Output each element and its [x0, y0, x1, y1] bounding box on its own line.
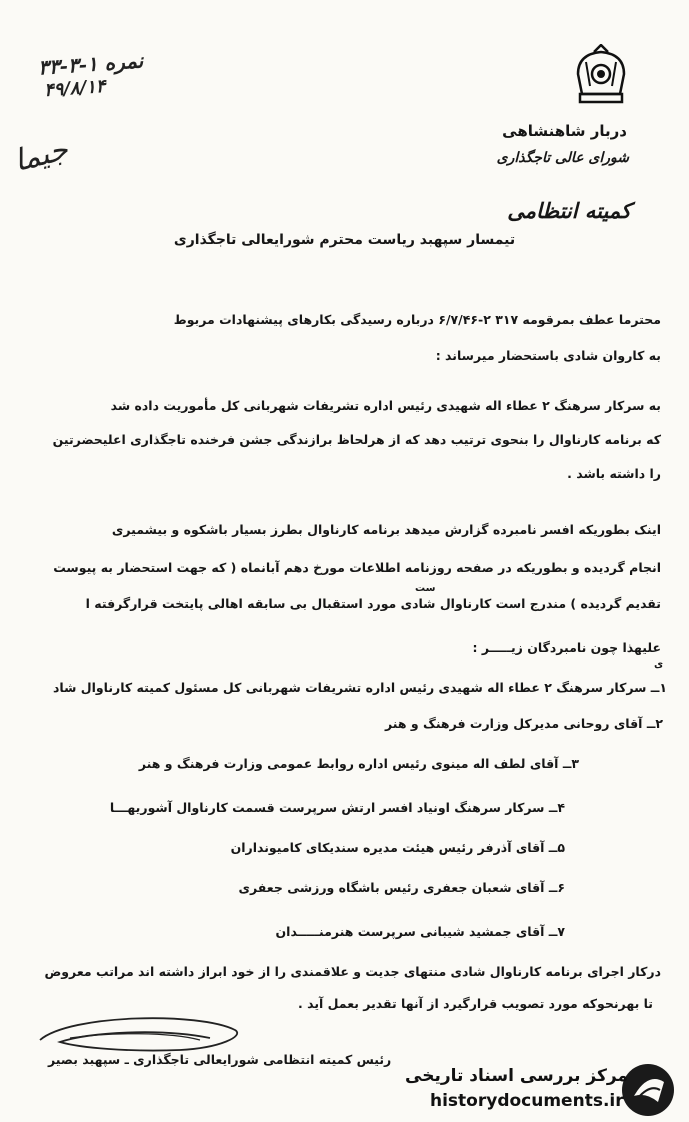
- margin-note-handwritten: جیما: [10, 131, 72, 180]
- list-item: ۵ــ آقای آذرفر رئیس هیئت مدیره سندیکای کامیونداران: [230, 840, 565, 855]
- inline-correction: ست: [415, 583, 436, 594]
- body-line: علیهذا چون نامبردگان زیـــــر :: [472, 640, 661, 655]
- crown-emblem-icon: [572, 44, 630, 106]
- body-line: به سرکار سرهنگ ۲ عطاء اله شهیدی رئیس اداره تشریفات شهربانی کل مأموریت داده شد: [110, 398, 661, 413]
- list-item: ۲ــ آقای روحانی مدیرکل وزارت فرهنگ و هنر: [385, 716, 663, 731]
- body-line: انجام گردیده و بطوریکه در صفحه روزنامه اطلاعات مورخ دهم آبانماه ( که جهت استحضار به پیوست: [53, 560, 661, 575]
- body-line: اینک بطوریکه افسر نامبرده گزارش میدهد برنامه کارناوال بطرز بسیار باشکوه و بیشمیری: [111, 522, 661, 537]
- body-line: به کاروان شادی باستحضار میرساند :: [435, 348, 661, 363]
- signature-title: رئیس کمیته انتظامی شورایعالی تاجگذاری ـ سپهبد بصیر: [48, 1052, 392, 1067]
- body-line: تقدیم گردیده ) مندرج است کارناوال شادی مورد استقبال بی سابقه اهالی پایتخت قرارگرفته ا: [85, 596, 661, 611]
- list-item: ۴ــ سرکار سرهنگ اونیاد افسر ارتش سرپرست قسمت کارناوال آشوریهـــا: [109, 800, 565, 815]
- list-item: ۱ــ سرکار سرهنگ ۲ عطاء اله شهیدی رئیس اداره تشریفات شهربانی کل مسئول کمیته کارناوال شاد: [52, 680, 667, 695]
- committee-name: کمیته انتظامی: [507, 198, 631, 223]
- body-line: محترما عطف بمرقومه ۳۱۷ ۲-۶/۷/۴۶ درباره رسیدگی بکارهای پیشنهادات مربوط: [173, 312, 661, 327]
- closing-line: درکار اجرای برنامه کارناوال شادی منتهای جدیت و علاقمندی را از خود ابراز داشته اند مراتب معروض: [44, 964, 661, 979]
- closing-line: تا بهرنحوکه مورد تصویب قرارگیرد از آنها تقدیر بعمل آید .: [298, 996, 653, 1011]
- watermark-url: historydocuments.ir: [430, 1091, 624, 1111]
- body-line: که برنامه کارناوال را بنحوی ترتیب دهد که از هرلحاظ برازندگی جشن فرخنده تاجگذاری اعلیحضرتین: [52, 432, 661, 447]
- inline-correction: ی: [654, 659, 664, 670]
- reference-date: ۴۹/۸/۱۴: [43, 75, 107, 102]
- addressee-line: تیمسار سپهبد ریاست محترم شورایعالی تاجگذاری: [173, 232, 516, 248]
- reference-number: نمره ۱-۳-۳۳: [37, 48, 144, 80]
- court-name: دربار شاهنشاهی: [502, 122, 627, 140]
- watermark-name: مرکز بررسی اسناد تاریخی: [405, 1066, 628, 1086]
- list-item: ۶ــ آقای شعبان جعفری رئیس باشگاه ورزشی جعفری: [238, 880, 565, 895]
- list-item: ۳ــ آقای لطف اله مینوی رئیس اداره روابط عمومی وزارت فرهنگ و هنر: [138, 756, 579, 771]
- body-line: را داشته باشد .: [567, 466, 661, 481]
- history-documents-logo-icon: [620, 1062, 676, 1118]
- list-item: ۷ــ آقای جمشید شیبانی سرپرست هنرمنـــــدان: [275, 924, 565, 939]
- council-name: شورای عالی تاجگذاری: [496, 150, 629, 166]
